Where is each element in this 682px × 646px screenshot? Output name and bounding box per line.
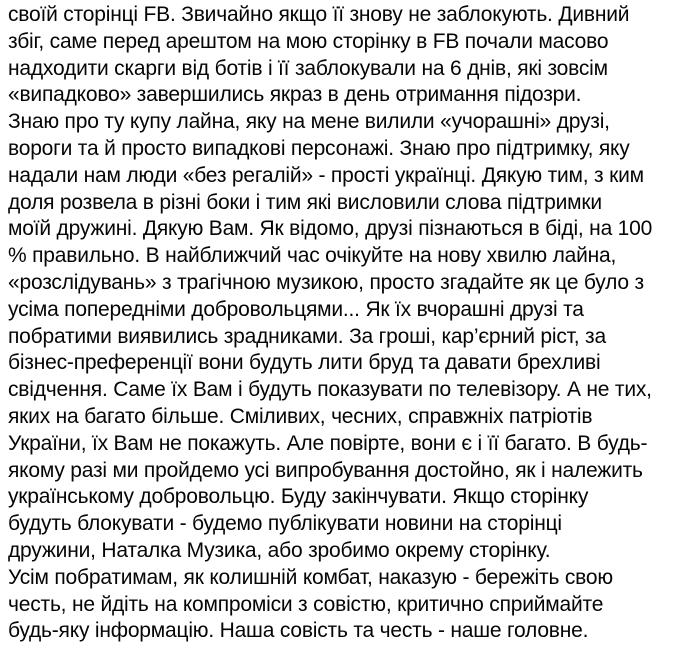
text-line: «випадково» завершились якраз в день отримання підозри.	[8, 83, 582, 107]
text-line: своїй сторінці FB. Звичайно якщо її знову не заблокують. Дивний	[8, 3, 630, 26]
text-line: будуть блокувати - будемо публікувати новини на сторінці	[8, 512, 562, 536]
text-line: моїй дружині. Дякую Вам. Як відомо, друзі пізнаються в біді, на 100	[8, 217, 653, 241]
text-line: честь, не йдіть на компроміси з совістю, критично сприймайте	[8, 592, 604, 616]
text-line: доля розвела в різні боки і тим які висловили слова підтримки	[8, 190, 602, 214]
text-line: українському добровольцю. Буду закінчувати. Якщо сторінку	[8, 485, 589, 509]
text-line: усіма попередніми добровольцями... Як їх вчорашні друзі та	[8, 297, 584, 321]
text-line: побратими виявились зрадниками. За гроші, кар’єрний ріст, за	[8, 324, 606, 348]
text-line: % правильно. В найближчий час очікуйте на нову хвилю лайна,	[8, 244, 617, 268]
text-line: дружини, Наталка Музика, або зробимо окрему сторінку.	[8, 538, 551, 562]
text-line: Знаю про ту купу лайна, яку на мене вилили «учорашні» друзі,	[8, 110, 610, 134]
text-line: яких на багато більше. Сміливих, чесних, справжніх патріотів	[8, 404, 593, 428]
text-line: будь-яку інформацію. Наша совість та честь - наше головне.	[8, 619, 589, 643]
text-line: Усім побратимам, як колишній комбат, наказую - бережіть свою	[8, 565, 613, 589]
text-line: вороги та й просто випадкові персонажі. Знаю про підтримку, яку	[8, 136, 630, 160]
text-line: України, їх Вам не покажуть. Але повірте, вони є і її багато. В будь-	[8, 431, 648, 455]
text-line: збіг, саме перед арештом на мою сторінку в FB почали масово	[8, 29, 609, 53]
text-line: бізнес-преференції вони будуть лити бруд та давати брехливі	[8, 351, 601, 375]
text-line: надали нам люди «без регалій» - прості українці. Дякую тим, з ким	[8, 163, 644, 187]
text-line: якому разі ми пройдемо усі випробування достойно, як і належить	[8, 458, 643, 482]
text-line: свідчення. Саме їх Вам і будуть показувати по телевізору. А не тих,	[8, 378, 652, 402]
text-line: надходити скарги від ботів і її заблокували на 6 днів, які зовсім	[8, 56, 608, 80]
text-line: «розслідувань» з трагічною музикою, просто згадайте як це було з	[8, 270, 644, 294]
